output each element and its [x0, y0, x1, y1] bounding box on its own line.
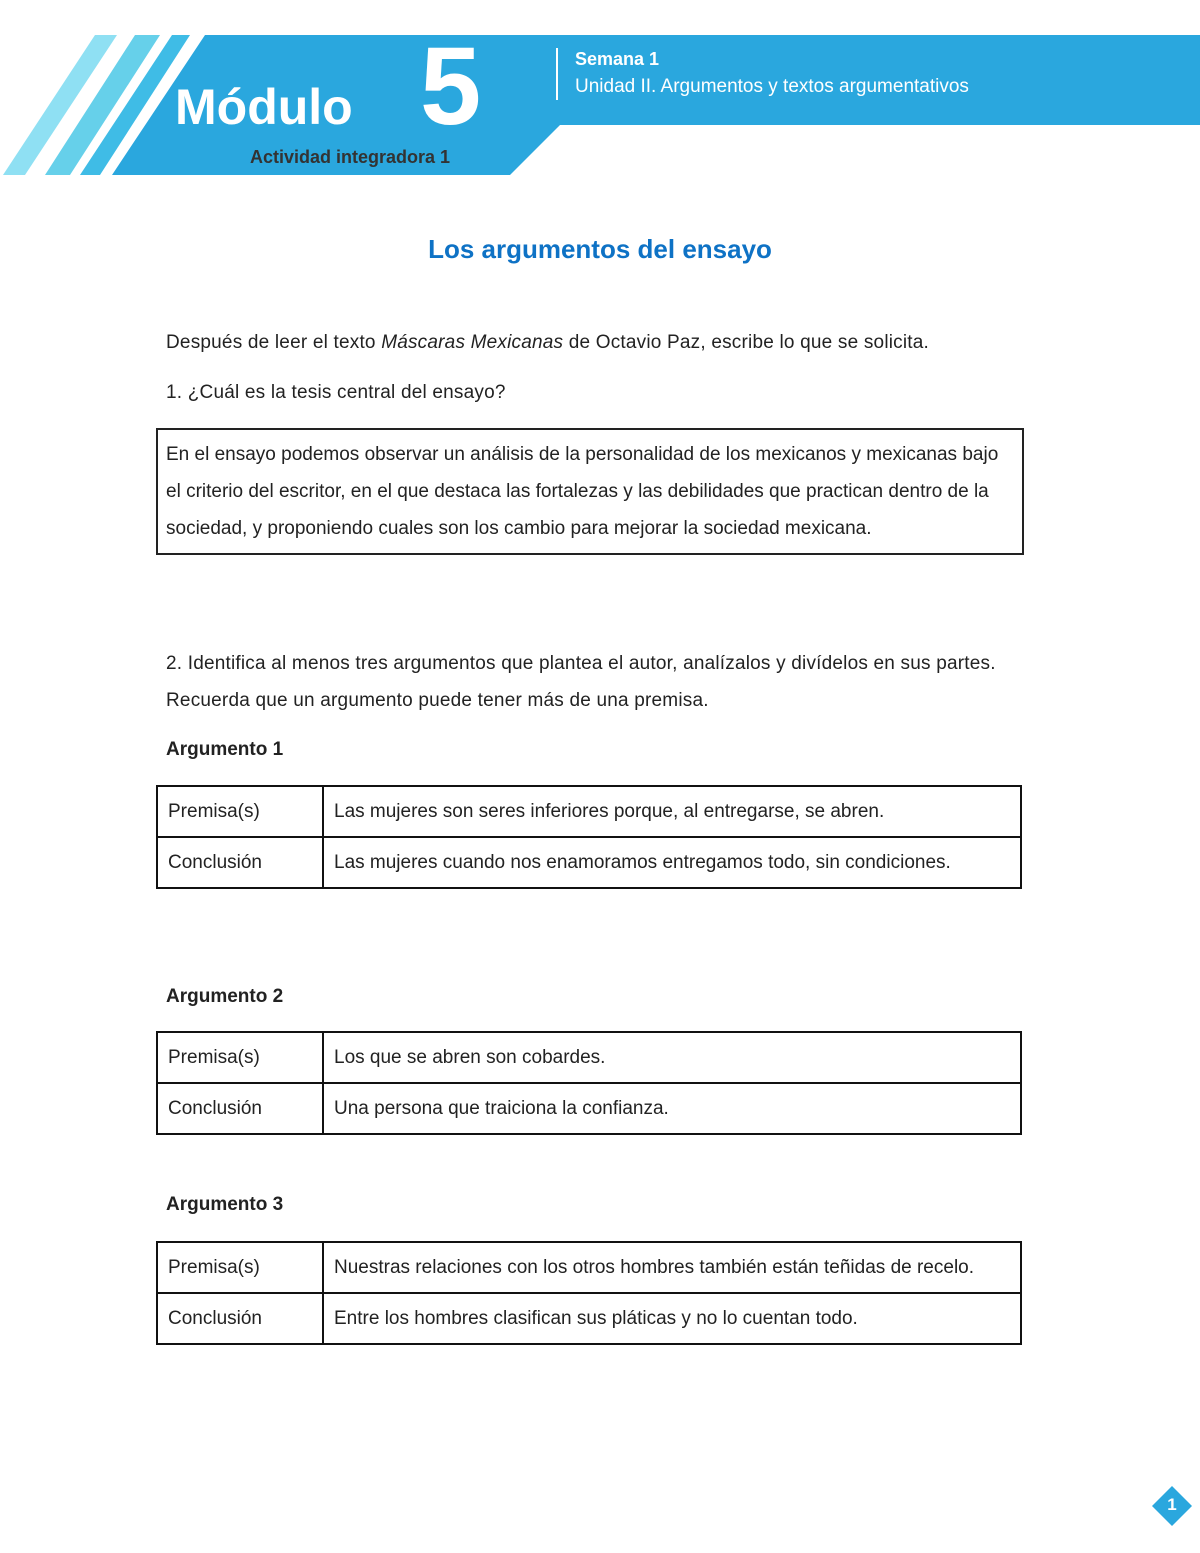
intro-before: Después de leer el texto — [166, 332, 382, 353]
conclusion-label: Conclusión — [157, 837, 323, 888]
argument-3-table — [156, 1241, 1022, 1345]
page-number: 1 — [1167, 1495, 1177, 1514]
question-2: 2. Identifica al menos tres argumentos que plantea el autor, analízalos y divídelos en sus partes. Recuerda que un argumento puede tener más de una premisa. — [166, 653, 996, 711]
premise-cell: Nuestras relaciones con los otros hombres también están teñidas de recelo. — [323, 1242, 1021, 1293]
conclusion-label: Conclusión — [157, 1083, 323, 1134]
intro-text — [166, 324, 929, 361]
table-row — [157, 1293, 1021, 1344]
intro-after: de Octavio Paz, escribe lo que se solicita. — [563, 332, 930, 353]
activity-label: Actividad integradora 1 — [250, 147, 451, 167]
premise-cell: Las mujeres son seres inferiores porque, al entregarse, se abren. — [323, 786, 1021, 837]
unit-label: Unidad II. Argumentos y textos argumentativos — [575, 76, 969, 97]
page-number-badge — [1152, 1486, 1192, 1526]
argument-3-title: Argumento 3 — [166, 1194, 284, 1215]
module-number: 5 — [420, 25, 482, 148]
conclusion-label: Conclusión — [157, 1293, 323, 1344]
intro-book-title: Máscaras Mexicanas — [381, 332, 564, 353]
page-title: Los argumentos del ensayo — [428, 234, 772, 264]
module-label: Módulo — [175, 79, 353, 135]
module-header-banner — [0, 0, 1200, 190]
premise-label: Premisa(s) — [157, 786, 323, 837]
table-row — [157, 837, 1021, 888]
conclusion-cell: Las mujeres cuando nos enamoramos entregamos todo, sin condiciones. — [323, 837, 1021, 888]
table-row — [157, 1242, 1021, 1293]
table-row — [157, 786, 1021, 837]
argument-2-title: Argumento 2 — [166, 986, 284, 1007]
table-row — [157, 1032, 1021, 1083]
conclusion-cell: Una persona que traiciona la confianza. — [323, 1083, 1021, 1134]
question-1: 1. ¿Cuál es la tesis central del ensayo? — [166, 382, 506, 403]
argument-1-title: Argumento 1 — [166, 739, 284, 760]
premise-label: Premisa(s) — [157, 1242, 323, 1293]
week-label: Semana 1 — [575, 49, 660, 69]
premise-label: Premisa(s) — [157, 1032, 323, 1083]
table-row — [157, 1083, 1021, 1134]
answer-1-box: En el ensayo podemos observar un análisis de la personalidad de los mexicanos y mexicanas bajo el criterio del escritor, en el que destaca las fortalezas y las debilidades que practican dentro de la sociedad, y proponiendo cuales son los cambio para mejorar la sociedad mexicana. — [156, 428, 1024, 555]
divider — [556, 48, 558, 100]
conclusion-cell: Entre los hombres clasifican sus pláticas y no lo cuentan todo. — [323, 1293, 1021, 1344]
argument-1-table — [156, 785, 1022, 889]
argument-2-table — [156, 1031, 1022, 1135]
premise-cell: Los que se abren son cobardes. — [323, 1032, 1021, 1083]
